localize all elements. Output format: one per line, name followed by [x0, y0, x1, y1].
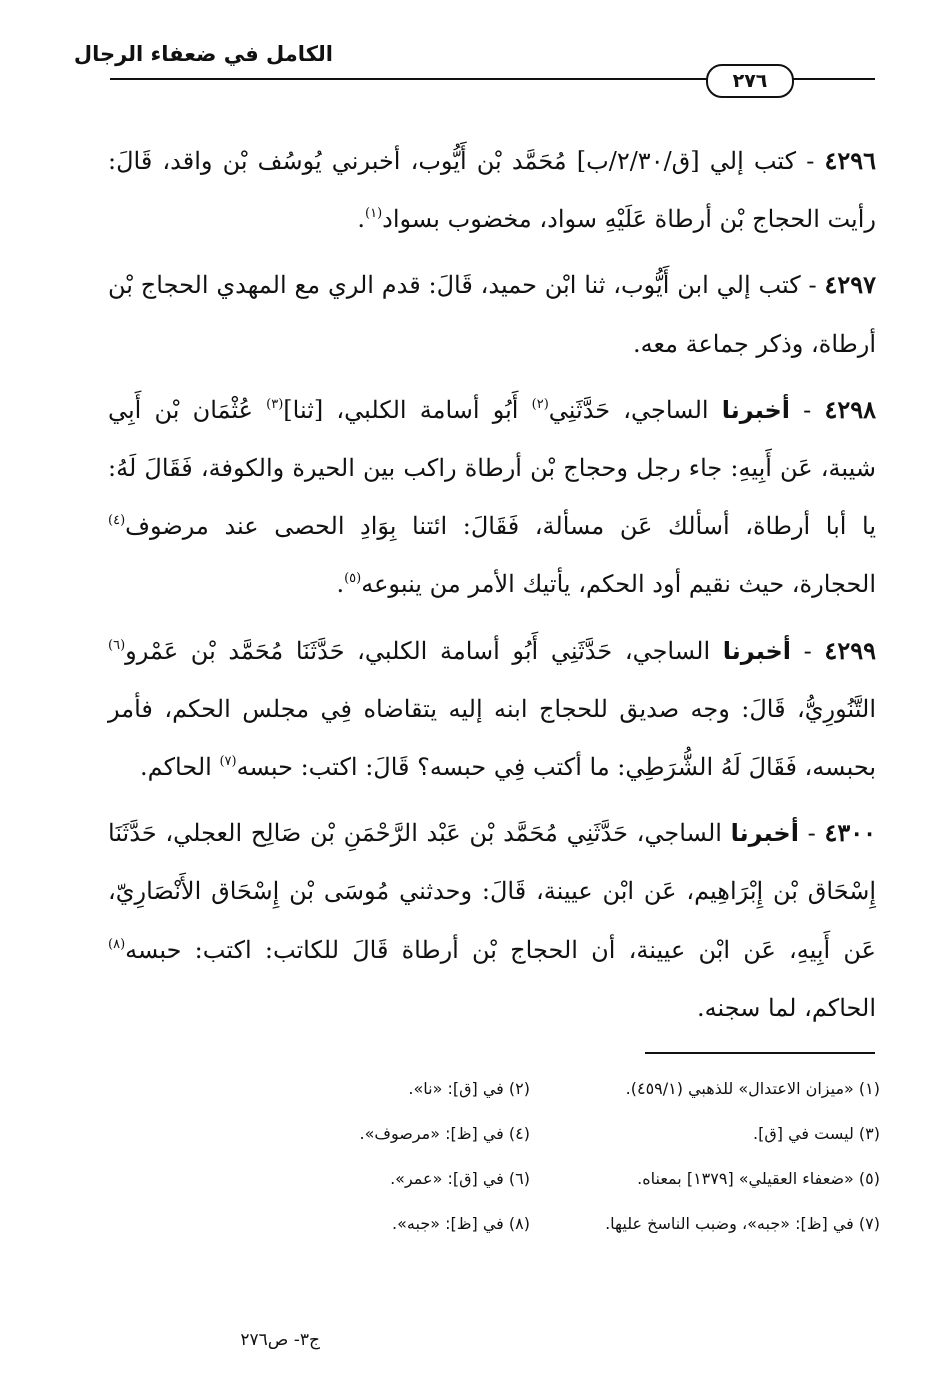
footnote-7: (٧) في [ظ]: «جبه»، وضبب الناسخ عليها.: [605, 1214, 880, 1233]
footnote-ref[interactable]: (٣): [266, 396, 284, 412]
footnote-1: (١) «ميزان الاعتدال» للذهبي (٤٥٩/١).: [625, 1079, 880, 1098]
footnote-ref[interactable]: (٧): [219, 754, 237, 770]
paragraph-text: التَّنُورِيُّ، قَالَ: وجه صديق للحجاج ابنه إليه يتقاضاه فِي مجلس الحكم، فأمر بحبسه، فَقَالَ لَهُ الشُّرَطِي: ما أكتب فِي حبسه؟ قَالَ: اكتب: حبسه: [108, 694, 876, 782]
dash: -: [791, 636, 825, 665]
akhbarana-keyword: أخبرنا: [721, 395, 791, 424]
dash: -: [798, 819, 825, 848]
footnote-8: (٨) في [ظ]: «جبه».: [392, 1214, 530, 1233]
book-title: الكامل في ضعفاء الرجال: [73, 42, 333, 66]
paragraph-text: .: [357, 205, 365, 234]
footnote-4: (٤) في [ظ]: «مرصوف».: [359, 1124, 530, 1143]
paragraph-text: عُثْمَان بْن أَبِي شيبة، عَن أَبِيهِ: جاء رجل وحجاج بْن أرطاة راكب بين الحيرة والكوفة، فَقَالَ لَهُ: يا أبا أرطاة، أسألك عَن مسألة، فَقَالَ: ائتنا بِوَادِ الحصى عند مرضوف: [108, 395, 876, 541]
akhbarana-keyword: أخبرنا: [722, 636, 792, 665]
footnote-separator: [645, 1052, 875, 1054]
paragraph-text: الساجي، حَدَّثَنِي: [548, 395, 722, 424]
volume-page-reference: ج٣- ص٢٧٦: [240, 1330, 320, 1350]
footnote-5: (٥) «ضعفاء العقيلي» [١٣٧٩] بمعناه.: [637, 1169, 880, 1188]
footnote-ref[interactable]: (٤): [108, 513, 126, 529]
paragraph-4298: [108, 381, 876, 614]
footnote-ref[interactable]: (٢): [531, 396, 549, 412]
paragraph-text: الساجي، حَدَّثَنِي أَبُو أسامة الكلبي، حَدَّثَنَا مُحَمَّد بْن عَمْرو: [125, 636, 723, 665]
paragraph-4296: [108, 132, 876, 248]
dash: -: [790, 395, 825, 424]
footnote-ref[interactable]: (٥): [344, 571, 362, 587]
page-number-badge: ٢٧٦: [706, 64, 794, 98]
footnote-ref[interactable]: (١): [365, 206, 383, 222]
footnotes: [200, 1066, 880, 1246]
paragraph-text: الحاكم، لما سجنه.: [696, 993, 876, 1022]
hadith-number: ٤٢٩٧: [824, 270, 876, 300]
paragraph-text: الساجي، حَدَّثَنِي مُحَمَّد بْن عَبْد الرَّحْمَنِ بْن صَالِح العجلي، حَدَّثَنَا إِسْحَاق بْن إِبْرَاهِيم، عَن ابْن عيينة، قَالَ: وحدثني مُوسَى بْن إِسْحَاق الأَنْصَارِيّ، عَن أَبِيهِ، عَن ابْن عيينة، أن الحجاج بْن أرطاة قَالَ للكاتب: اكتب: حبسه: [108, 819, 876, 964]
paragraph-text: الحجارة، حيث نقيم أود الحكم، يأتيك الأمر من ينبوعه: [361, 570, 876, 599]
paragraph-text: - كتب إلي ابن أَيُّوب، ثنا ابْن حميد، قَالَ: قدم الري مع المهدي الحجاج بْن أرطاة، وذكر جماعة معه.: [108, 271, 876, 358]
main-text: [108, 132, 876, 1045]
hadith-number: ٤٣٠٠: [824, 818, 876, 848]
paragraph-text: الحاكم.: [140, 753, 220, 782]
paragraph-text: .: [336, 570, 345, 599]
hadith-number: ٤٢٩٨: [824, 394, 877, 424]
footnote-2: (٢) في [ق]: «نا».: [408, 1079, 530, 1098]
footnote-ref[interactable]: (٨): [108, 936, 126, 952]
hadith-number: ٤٢٩٦: [824, 146, 876, 175]
paragraph-4299: [108, 622, 876, 797]
paragraph-4300: [108, 804, 876, 1037]
footnote-ref[interactable]: (٦): [108, 637, 126, 653]
paragraph-4297: [108, 256, 876, 372]
paragraph-text: - كتب إلي [ق/٢/٣٠/ب] مُحَمَّد بْن أَيُّوب، أخبرني يُوسُف بْن واقد، قَالَ: رأيت الحجاج بْن أرطاة عَلَيْهِ سواد، مخضوب بسواد: [108, 147, 876, 234]
footnote-6: (٦) في [ق]: «عمر».: [390, 1169, 530, 1188]
footnote-3: (٣) ليست في [ق].: [753, 1124, 880, 1143]
paragraph-text: أَبُو أسامة الكلبي، [ثنا]: [283, 395, 532, 424]
akhbarana-keyword: أخبرنا: [730, 819, 799, 848]
hadith-number: ٤٢٩٩: [824, 635, 876, 665]
